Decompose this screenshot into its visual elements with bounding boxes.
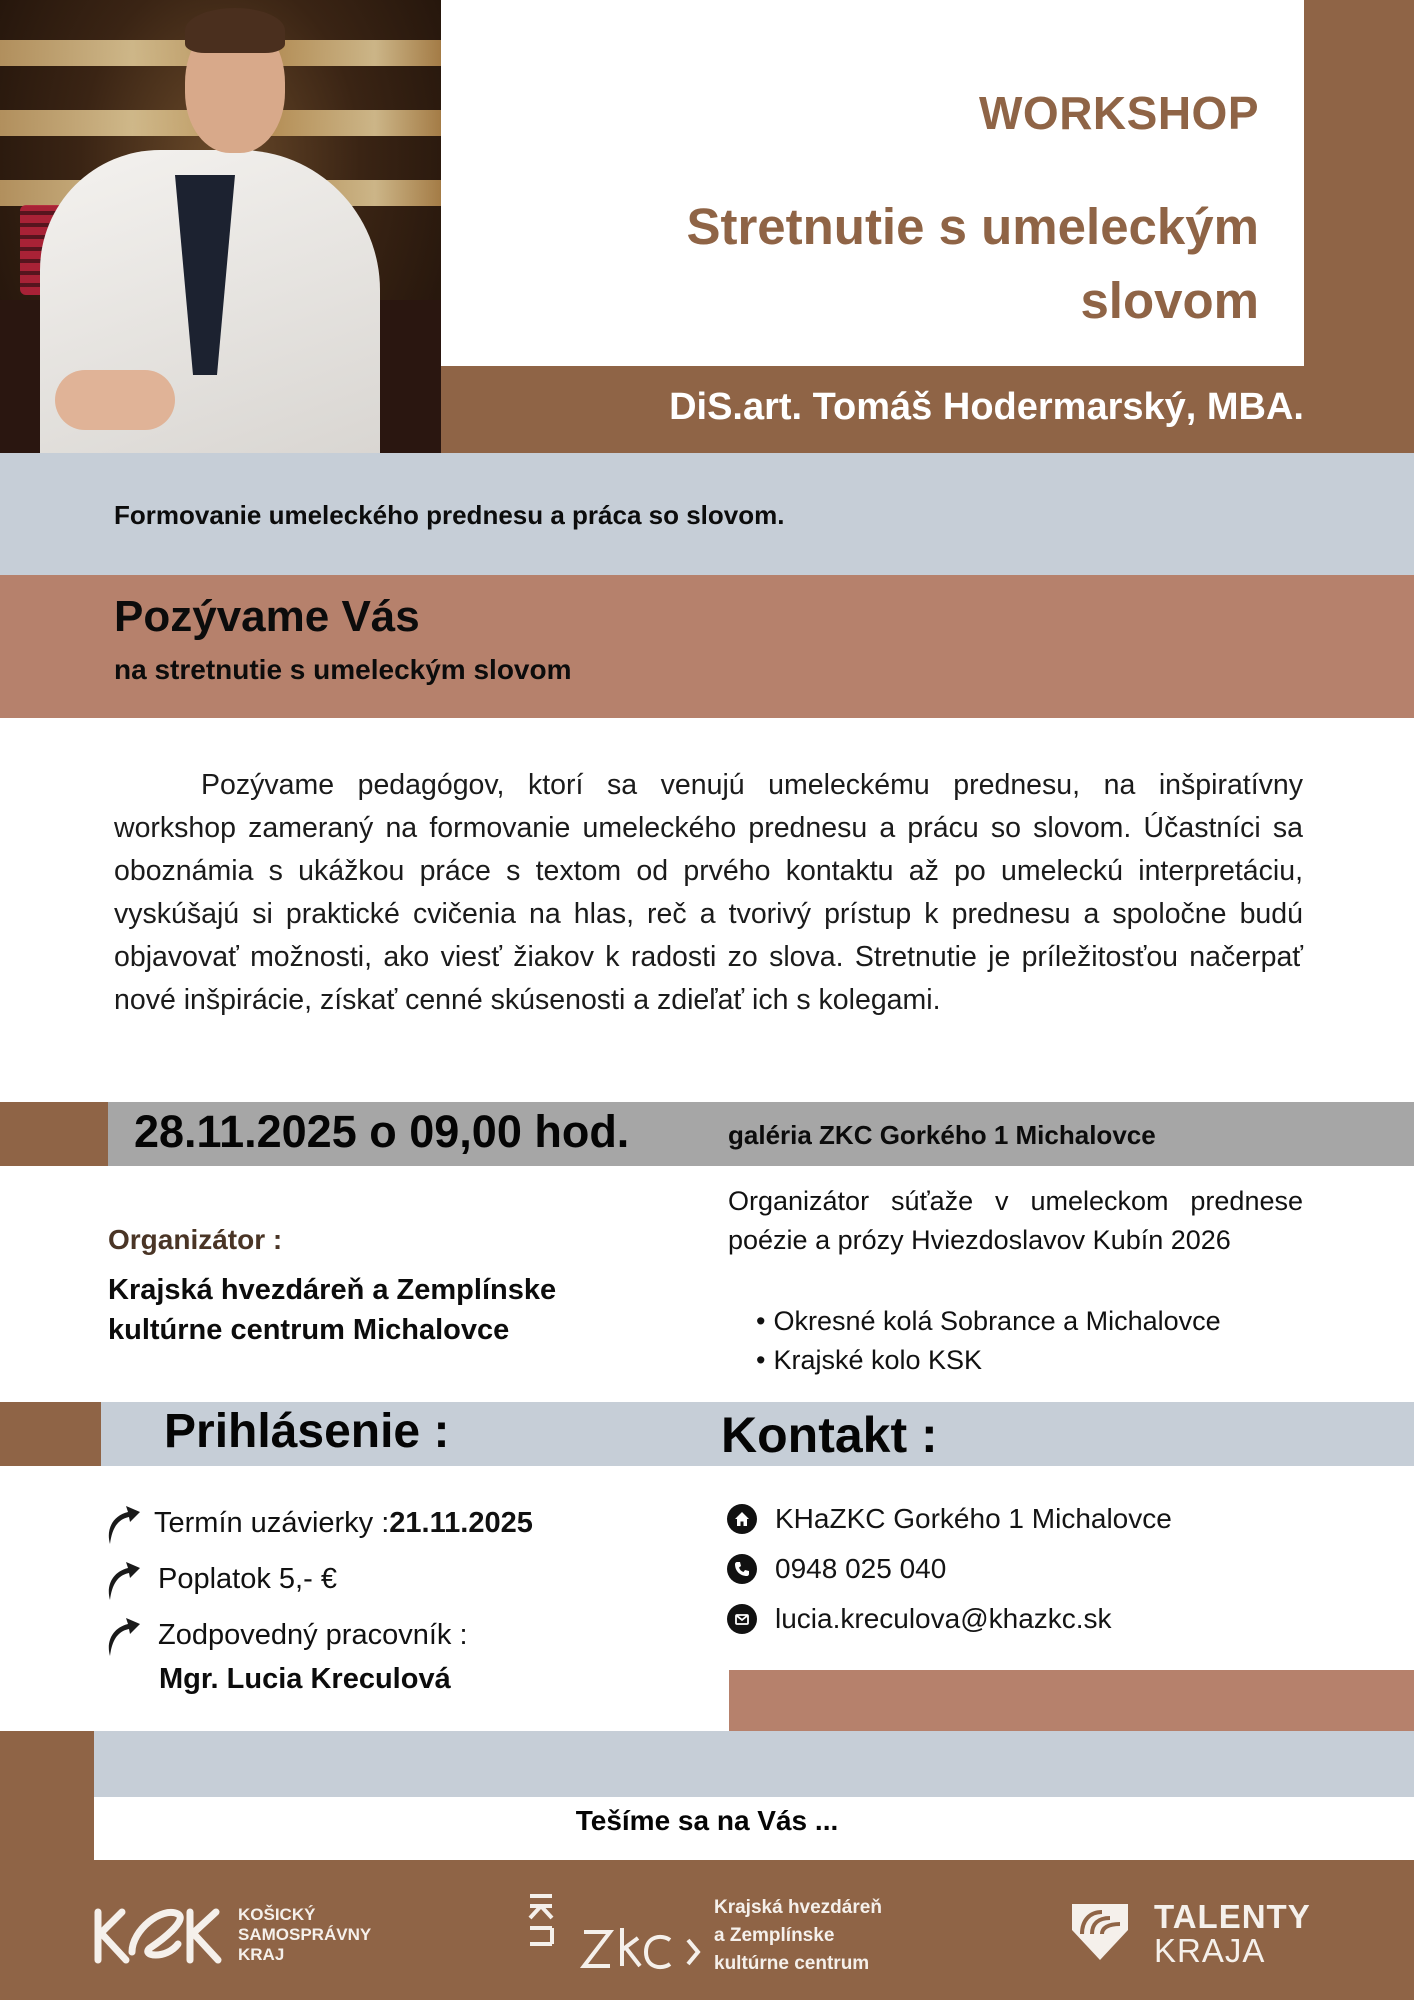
list-item: • Krajské kolo KSK bbox=[756, 1341, 1221, 1380]
speaker-photo bbox=[0, 0, 441, 453]
zkc-line: kultúrne centrum bbox=[714, 1953, 870, 1974]
registration-deadline bbox=[104, 1500, 533, 1546]
curved-arrow-icon bbox=[104, 1556, 144, 1602]
invitation-title: Pozývame Vás bbox=[114, 592, 420, 641]
person-name: Mgr. Lucia Kreculová bbox=[159, 1663, 451, 1695]
phone-text[interactable]: 0948 025 040 bbox=[775, 1553, 947, 1584]
registration-title: Prihlásenie : bbox=[164, 1405, 450, 1458]
ksk-line: KRAJ bbox=[238, 1945, 285, 1964]
talenty-kraja-logo-icon bbox=[1070, 1902, 1130, 1962]
subtitle-text: Formovanie umeleckého prednesu a práca so slovom. bbox=[114, 500, 785, 530]
ksk-line: KOŠICKÝ bbox=[238, 1905, 316, 1924]
mail-icon bbox=[727, 1604, 757, 1634]
speaker-hair bbox=[185, 8, 285, 53]
competition-text: Organizátor súťaže v umeleckom prednese poézie a prózy Hviezdoslavov Kubín 2026 bbox=[728, 1186, 1303, 1255]
deadline-label: Termín uzávierky : bbox=[154, 1506, 390, 1539]
contact-email[interactable] bbox=[727, 1603, 1112, 1635]
speaker-hands bbox=[55, 370, 175, 430]
zkc-logo-text bbox=[714, 1894, 882, 1978]
decorative-gray-band bbox=[94, 1731, 1414, 1797]
event-datetime: 28.11.2025 o 09,00 hod. bbox=[134, 1106, 630, 1157]
ksk-logo-text bbox=[238, 1905, 371, 1965]
zkc-line: a Zemplínske bbox=[714, 1925, 835, 1946]
decorative-brown-block bbox=[0, 1731, 94, 1860]
phone-icon bbox=[727, 1554, 757, 1584]
registration-fee bbox=[104, 1556, 337, 1602]
registration-bar-accent bbox=[0, 1402, 101, 1466]
fee-text: Poplatok 5,- € bbox=[158, 1562, 337, 1595]
zkc-logo-icon bbox=[526, 1892, 716, 1974]
zkc-line: Krajská hvezdáreň bbox=[714, 1897, 882, 1918]
organizer-name: Krajská hvezdáreň a Zemplínske kultúrne centrum Michalovce bbox=[108, 1274, 557, 1346]
date-bar-accent bbox=[0, 1102, 108, 1166]
email-link[interactable]: lucia.kreculova@khazkc.sk bbox=[775, 1603, 1112, 1634]
list-item: • Okresné kolá Sobrance a Michalovce bbox=[756, 1302, 1221, 1341]
decorative-rose-block bbox=[729, 1670, 1414, 1731]
deadline-value: 21.11.2025 bbox=[389, 1506, 533, 1539]
closing-text: Tešíme sa na Vás ... bbox=[575, 1805, 839, 1836]
workshop-label: WORKSHOP bbox=[979, 87, 1259, 139]
event-title: Stretnutie s umeleckým slovom bbox=[686, 198, 1259, 329]
contact-address bbox=[727, 1503, 1172, 1535]
registration-contact-person bbox=[104, 1612, 468, 1658]
invitation-subtitle: na stretnutie s umeleckým slovom bbox=[114, 654, 572, 685]
ksk-line: SAMOSPRÁVNY bbox=[238, 1925, 372, 1944]
contact-title: Kontakt : bbox=[721, 1407, 938, 1463]
curved-arrow-icon bbox=[104, 1612, 144, 1658]
ksk-logo-icon bbox=[92, 1900, 224, 1966]
speaker-name: DiS.art. Tomáš Hodermarský, MBA. bbox=[669, 386, 1304, 428]
talenty-logo-line2: KRAJA bbox=[1154, 1932, 1266, 1969]
contact-phone[interactable] bbox=[727, 1553, 946, 1585]
address-text: KHaZKC Gorkého 1 Michalovce bbox=[775, 1503, 1172, 1534]
description-paragraph: Pozývame pedagógov, ktorí sa venujú umeleckému prednesu, na inšpiratívny workshop zameraný na formovanie umeleckého prednesu a prácu so slovom. Účastníci sa oboznámia s ukážkou práce s textom od prvého kontaktu až po umeleckú interpretáciu, vyskúšajú si praktické cvičenia na hlas, reč a tvorivý prístup k prednesu a spoločne budú objavovať možnosti, ako viesť žiakov k radosti zo slova. Stretnutie je príležitosťou načerpať nové inšpirácie, získať cenné skúsenosti a zdieľať ich s kolegami. bbox=[114, 769, 1303, 1016]
person-label: Zodpovedný pracovník : bbox=[158, 1618, 468, 1651]
talenty-logo-line1: TALENTY bbox=[1154, 1898, 1311, 1935]
home-icon bbox=[727, 1504, 757, 1534]
event-venue: galéria ZKC Gorkého 1 Michalovce bbox=[728, 1120, 1156, 1150]
organizer-label: Organizátor : bbox=[108, 1224, 283, 1255]
competition-rounds bbox=[756, 1302, 1221, 1380]
curved-arrow-icon bbox=[104, 1500, 144, 1546]
